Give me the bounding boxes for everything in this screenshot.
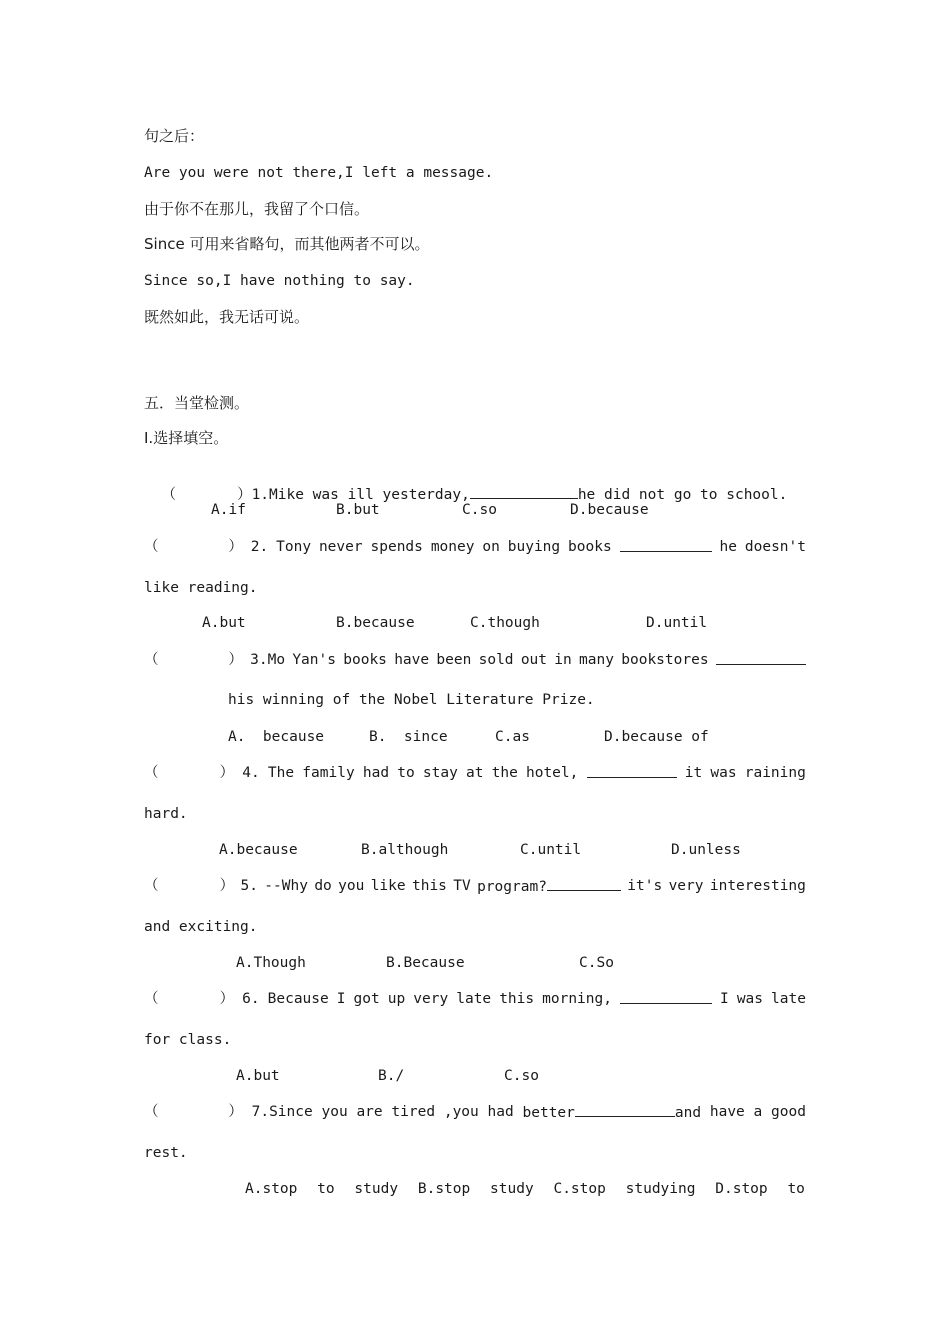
answer-blank [620, 537, 712, 552]
intro-translation-since: 既然如此，我无话可说。 [144, 308, 310, 326]
q6-option-a: A.but [236, 1068, 280, 1084]
section-title: 五．当堂检测。 [144, 394, 250, 412]
question-7: （ ） 7.Since you are tired ,you had better and have a good [144, 1104, 806, 1121]
answer-paren[interactable]: （ ） [144, 878, 235, 894]
question-6: （ ） 6. Because I got up very late this morning, I was late [144, 991, 806, 1007]
q1-option-a: A.if [211, 502, 246, 518]
intro-example-sentence: Are you were not there,I left a message. [144, 165, 494, 181]
q5-option-c: C.So [579, 955, 614, 971]
answer-paren[interactable]: （ ） [144, 652, 243, 668]
q4-option-a: A.because [219, 842, 298, 858]
answer-paren[interactable]: （ ） [144, 1104, 243, 1120]
q7-option-b: B.stop [417, 1181, 471, 1197]
q5-option-a: A.Though [236, 955, 306, 971]
q2-option-c: C.though [470, 615, 540, 631]
q7-options: A.stop to study B.stop study C.stop studying D.stop to [245, 1181, 805, 1197]
answer-paren[interactable]: （ ） [161, 487, 252, 503]
answer-paren[interactable]: （ ） [144, 765, 235, 781]
question-6-continued: for class. [144, 1032, 232, 1048]
q1-option-d: D.because [570, 502, 649, 518]
section-subtitle: I.选择填空。 [144, 429, 229, 447]
answer-blank [716, 650, 806, 665]
q7-option-c: C.stop [553, 1181, 606, 1197]
q4-option-c: C.until [520, 842, 582, 858]
q6-option-b: B./ [378, 1068, 405, 1084]
question-5: （ ） 5. --Why do you like this TV program? it's very interesting [144, 878, 806, 895]
intro-note: Since 可用来省略句，而其他两者不可以。 [144, 235, 430, 253]
q2-option-d: D.until [646, 615, 708, 631]
question-4-continued: hard. [144, 806, 188, 822]
question-5-continued: and exciting. [144, 919, 258, 935]
answer-paren[interactable]: （ ） [144, 539, 243, 555]
q3-option-b: B. since [369, 729, 448, 745]
q7-option-a: A.stop [245, 1181, 298, 1197]
answer-blank [547, 876, 621, 891]
q3-option-a: A. because [228, 729, 325, 745]
question-2-continued: like reading. [144, 580, 258, 596]
question-7-continued: rest. [144, 1145, 188, 1161]
answer-blank [470, 484, 578, 499]
intro-line-1: 句之后： [144, 127, 205, 145]
q2-option-a: A.but [202, 615, 246, 631]
question-3-continued: his winning of the Nobel Literature Prize. [228, 692, 595, 708]
q2-option-b: B.because [336, 615, 415, 631]
answer-paren[interactable]: （ ） [144, 991, 235, 1007]
q3-option-c: C.as [495, 729, 530, 745]
answer-blank [575, 1102, 675, 1117]
intro-translation: 由于你不在那儿，我留了个口信。 [144, 200, 370, 218]
question-2: （ ） 2. Tony never spends money on buying books he doesn't [144, 539, 806, 555]
answer-blank [587, 763, 677, 778]
q3-option-d: D.because of [604, 729, 709, 745]
question-4: （ ） 4. The family had to stay at the hotel, it was raining [144, 765, 806, 781]
intro-example-since: Since so,I have nothing to say. [144, 273, 415, 289]
q4-option-d: D.unless [671, 842, 741, 858]
q1-option-b: B.but [336, 502, 380, 518]
q5-option-b: B.Because [386, 955, 465, 971]
q1-option-c: C.so [462, 502, 497, 518]
q7-option-d: D.stop [715, 1181, 768, 1197]
q6-option-c: C.so [504, 1068, 539, 1084]
answer-blank [620, 989, 712, 1004]
question-1: （ ）1.Mike was ill yesterday, he did not go to school. [144, 464, 787, 505]
question-3: （ ） 3.Mo Yan's books have been sold out in many bookstores [144, 650, 806, 670]
q4-option-b: B.although [361, 842, 449, 858]
